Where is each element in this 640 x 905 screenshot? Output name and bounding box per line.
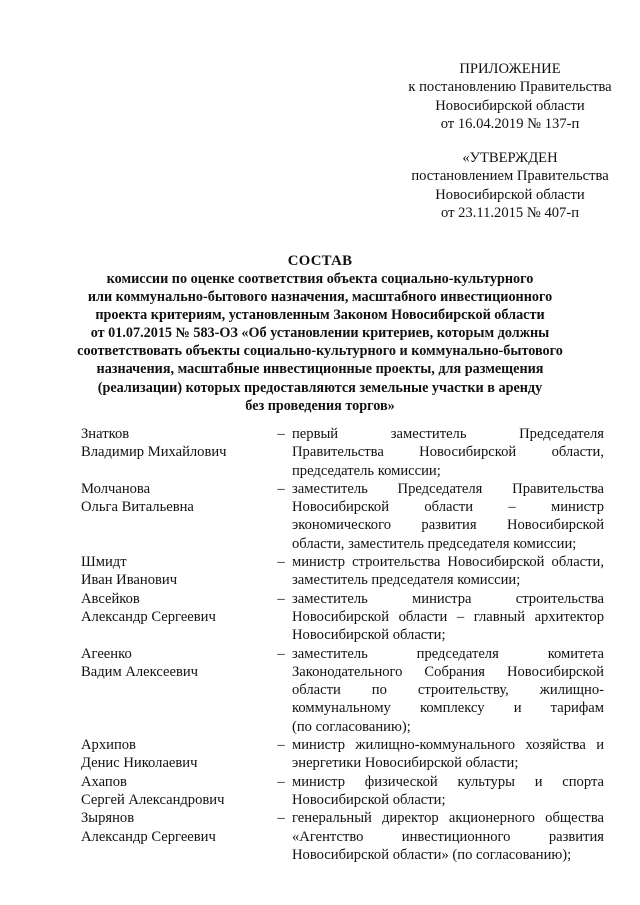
subtitle-line: соответствовать объекты социально-культурного и коммунально-бытового bbox=[77, 343, 563, 360]
appendix-label: ПРИЛОЖЕНИЕ bbox=[459, 61, 561, 77]
member-surname: Молчанова bbox=[81, 480, 151, 497]
approval-stamp bbox=[396, 149, 624, 222]
member-role bbox=[292, 480, 604, 553]
member-given: Ольга Витальевна bbox=[81, 499, 194, 516]
subtitle-line: назначения, масштабные инвестиционные проекты, для размещения bbox=[96, 361, 544, 378]
member-role-line: министр физической культуры и спорта bbox=[292, 773, 604, 790]
member-dash: – bbox=[277, 810, 285, 827]
member-name bbox=[81, 480, 271, 517]
appendix-line-3: от 16.04.2019 № 137-п bbox=[440, 115, 580, 132]
subtitle-line: или коммунально-бытового назначения, масштабного инвестиционного bbox=[87, 289, 553, 306]
member-role-line: заместитель министра строительства bbox=[292, 590, 604, 607]
member-role bbox=[292, 553, 604, 590]
member-role-line: Правительства Новосибирской области, bbox=[292, 444, 604, 461]
member-role bbox=[292, 645, 604, 736]
member-surname: Ахапов bbox=[81, 773, 127, 790]
member-given: Вадим Алексеевич bbox=[81, 663, 199, 680]
member-entry bbox=[0, 809, 640, 864]
member-entry bbox=[0, 480, 640, 553]
member-dash: – bbox=[277, 590, 285, 607]
member-name bbox=[81, 425, 271, 462]
approval-line-3: от 23.11.2015 № 407-п bbox=[440, 204, 580, 221]
member-entry bbox=[0, 590, 640, 645]
member-dash: – bbox=[277, 554, 285, 571]
member-role-line: заместитель председателя комиссии; bbox=[292, 572, 521, 589]
member-given: Сергей Александрович bbox=[81, 791, 225, 808]
member-name bbox=[81, 590, 271, 627]
member-role bbox=[292, 809, 604, 864]
member-name bbox=[81, 809, 271, 846]
member-surname: Архипов bbox=[81, 737, 136, 754]
member-role-line: Новосибирской области – министр bbox=[292, 499, 604, 516]
member-role-line: заместитель председателя комитета bbox=[292, 645, 604, 662]
member-entry bbox=[0, 773, 640, 810]
member-role-line: первый заместитель Председателя bbox=[292, 426, 604, 442]
member-surname: Знатков bbox=[81, 426, 130, 442]
subtitle-line: комиссии по оценке соответствия объекта социально-культурного bbox=[106, 271, 534, 287]
appendix-line-2: Новосибирской области bbox=[435, 97, 585, 114]
member-role-line: «Агентство инвестиционного развития bbox=[292, 828, 604, 845]
member-role-line: Новосибирской области; bbox=[292, 627, 446, 644]
member-given: Александр Сергеевич bbox=[81, 608, 216, 625]
subtitle-line: проекта критериям, установленным Законом Новосибирской области bbox=[95, 307, 545, 324]
member-given: Денис Николаевич bbox=[81, 755, 198, 772]
member-given: Александр Сергеевич bbox=[81, 828, 216, 845]
approval-line-1: постановлением Правительства bbox=[411, 168, 609, 185]
member-role-line: экономического развития Новосибирской bbox=[292, 517, 604, 534]
member-entry bbox=[0, 553, 640, 590]
member-name bbox=[81, 736, 271, 773]
member-role-line: министр строительства Новосибирской области, bbox=[292, 554, 604, 571]
member-dash: – bbox=[277, 645, 285, 662]
member-role-line: коммунальному комплексу и тарифам bbox=[292, 700, 604, 717]
member-role-line: Законодательного Собрания Новосибирской bbox=[292, 663, 604, 680]
member-dash: – bbox=[277, 426, 285, 442]
subtitle-line: от 01.07.2015 № 583-ОЗ «Об установлении критериев, которым должны bbox=[90, 325, 550, 342]
member-role-line: области по строительству, жилищно- bbox=[292, 682, 604, 699]
member-dash: – bbox=[277, 773, 285, 790]
member-role-line: председатель комиссии; bbox=[292, 462, 441, 479]
member-name bbox=[81, 553, 271, 590]
member-role-line: Новосибирской области; bbox=[292, 791, 446, 808]
member-role-line: энергетики Новосибирской области; bbox=[292, 755, 519, 772]
approval-line-2: Новосибирской области bbox=[435, 186, 585, 203]
members-list bbox=[0, 425, 640, 864]
member-entry bbox=[0, 645, 640, 736]
document-subtitle bbox=[70, 270, 570, 415]
appendix-stamp bbox=[396, 60, 624, 133]
member-surname: Зырянов bbox=[81, 810, 135, 827]
subtitle-line: (реализации) которых предоставляются земельные участки в аренду bbox=[97, 379, 543, 396]
subtitle-line: без проведения торгов» bbox=[245, 397, 395, 414]
document-title: СОСТАВ bbox=[287, 253, 353, 269]
member-surname: Авсейков bbox=[81, 590, 140, 607]
approval-label: «УТВЕРЖДЕН bbox=[462, 150, 558, 166]
member-role-line: (по согласованию); bbox=[292, 718, 411, 735]
appendix-line-1: к постановлению Правительства bbox=[408, 79, 612, 96]
member-role bbox=[292, 425, 604, 480]
member-name bbox=[81, 773, 271, 810]
member-role bbox=[292, 590, 604, 645]
member-role-line: Новосибирской области» (по согласованию); bbox=[292, 846, 572, 863]
member-given: Иван Иванович bbox=[81, 572, 178, 589]
member-role bbox=[292, 773, 604, 810]
member-role-line: заместитель Председателя Правительства bbox=[292, 480, 604, 497]
member-role-line: Новосибирской области – главный архитектор bbox=[292, 608, 604, 625]
member-given: Владимир Михайлович bbox=[81, 444, 227, 461]
member-entry bbox=[0, 425, 640, 480]
member-dash: – bbox=[277, 737, 285, 754]
member-surname: Агеенко bbox=[81, 645, 132, 662]
member-name bbox=[81, 645, 271, 682]
member-role-line: генеральный директор акционерного общества bbox=[292, 810, 604, 827]
member-role-line: министр жилищно-коммунального хозяйства и bbox=[292, 737, 604, 754]
member-entry bbox=[0, 736, 640, 773]
member-surname: Шмидт bbox=[81, 554, 127, 571]
member-role-line: области, заместитель председателя комиссии; bbox=[292, 535, 577, 552]
member-role bbox=[292, 736, 604, 773]
member-dash: – bbox=[277, 480, 285, 497]
